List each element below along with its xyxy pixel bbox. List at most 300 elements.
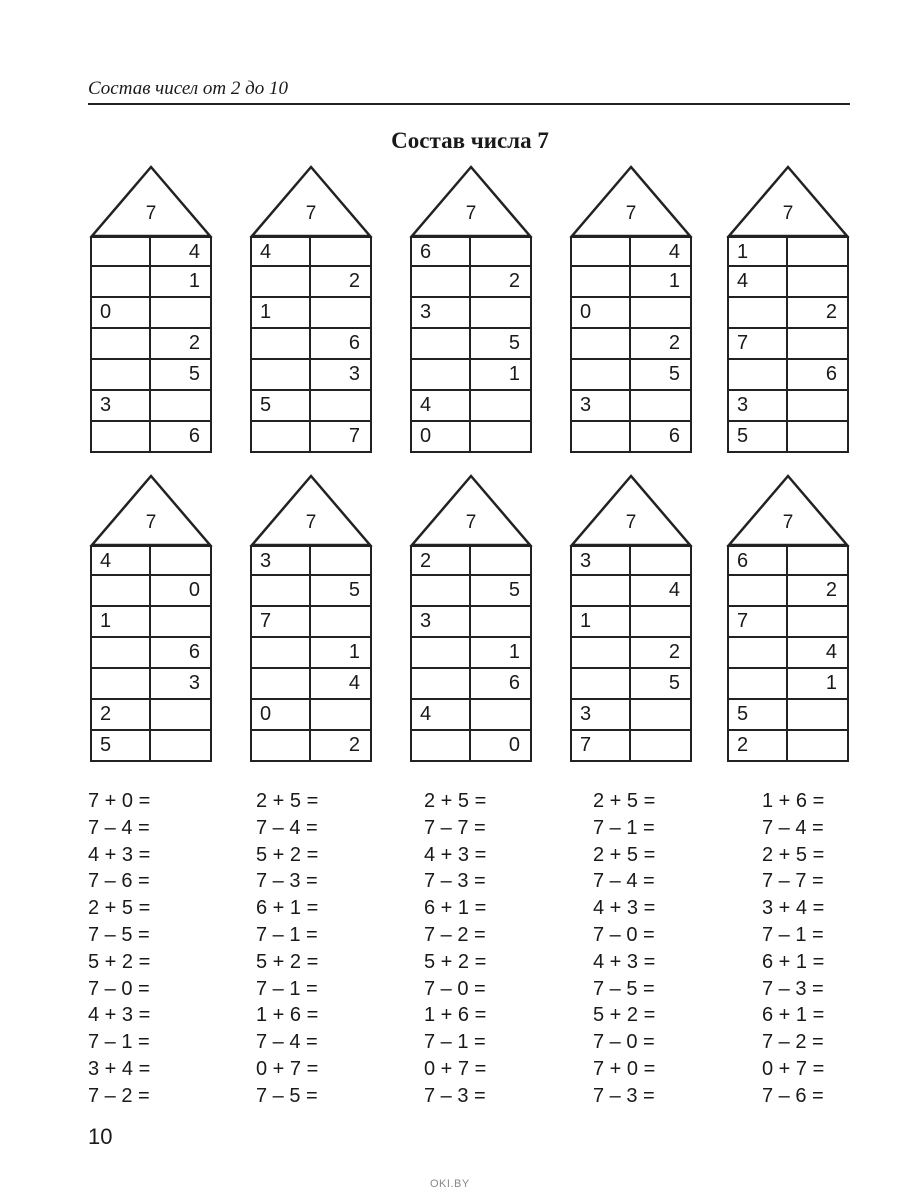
equation: 5 + 2 =	[256, 950, 319, 973]
left-cell[interactable]	[92, 238, 151, 265]
right-cell[interactable]	[311, 391, 370, 420]
right-cell[interactable]: 2	[348, 270, 360, 292]
equation: 7 – 6 =	[88, 870, 150, 893]
right-cell[interactable]: 1	[508, 641, 520, 663]
roof-number: 7	[782, 203, 794, 224]
house-row	[727, 731, 849, 762]
equation: 2 + 5 =	[762, 843, 825, 866]
right-cell[interactable]: 6	[348, 332, 360, 354]
roof-triangle	[727, 165, 849, 237]
equation: 7 – 1 =	[762, 923, 824, 946]
right-cell[interactable]: 6	[825, 363, 837, 385]
house-row	[570, 391, 692, 422]
left-cell[interactable]: 4	[412, 700, 471, 729]
left-cell[interactable]: 7	[572, 731, 631, 760]
equation: 6 + 1 =	[256, 897, 319, 920]
house-row	[250, 360, 372, 391]
equation: 5 + 2 =	[424, 950, 487, 973]
left-cell[interactable]	[252, 669, 311, 698]
house-row	[90, 731, 212, 762]
equation: 3 + 4 =	[88, 1057, 151, 1080]
house-row	[90, 638, 212, 669]
equation-column	[593, 788, 655, 1110]
roof-triangle	[90, 474, 212, 546]
right-cell[interactable]	[788, 607, 847, 636]
right-cell[interactable]	[788, 267, 847, 296]
house-row	[90, 267, 212, 298]
equation: 7 – 1 =	[256, 977, 318, 1000]
left-cell[interactable]: 4	[412, 391, 471, 420]
equation: 1 + 6 =	[256, 1004, 319, 1027]
right-cell[interactable]: 6	[668, 425, 680, 447]
left-cell[interactable]	[412, 576, 471, 605]
house-row	[90, 329, 212, 360]
house-row	[410, 267, 532, 298]
house-rows	[90, 236, 212, 453]
house-row	[250, 391, 372, 422]
house-row	[727, 607, 849, 638]
equation: 2 + 5 =	[593, 790, 656, 812]
right-cell[interactable]: 3	[348, 363, 360, 385]
roof-triangle	[727, 474, 849, 546]
equation: 7 – 0 =	[424, 977, 486, 1000]
left-cell[interactable]	[412, 638, 471, 667]
left-cell[interactable]	[729, 638, 788, 667]
equation: 7 – 5 =	[88, 923, 150, 946]
left-cell[interactable]: 6	[729, 547, 788, 574]
house-row	[90, 576, 212, 607]
left-cell[interactable]: 3	[252, 547, 311, 574]
left-cell[interactable]	[572, 669, 631, 698]
equation: 7 – 4 =	[256, 816, 318, 839]
left-cell[interactable]: 0	[92, 298, 151, 327]
right-cell[interactable]: 4	[825, 641, 837, 663]
equation: 7 – 3 =	[256, 870, 318, 893]
roof-number: 7	[305, 203, 317, 224]
house-row	[727, 638, 849, 669]
house-row	[570, 638, 692, 669]
left-cell[interactable]: 3	[572, 700, 631, 729]
roof-number: 7	[465, 203, 477, 224]
house-row	[410, 422, 532, 453]
house-row	[250, 638, 372, 669]
house-row	[410, 576, 532, 607]
equation-column	[762, 788, 824, 1110]
equation: 6 + 1 =	[762, 950, 825, 973]
equation: 4 + 3 =	[88, 1004, 151, 1027]
house-row	[727, 700, 849, 731]
right-cell[interactable]: 4	[668, 241, 680, 263]
roof-number: 7	[465, 512, 477, 533]
page-title: Состав числа 7	[391, 128, 549, 153]
equation: 1 + 6 =	[762, 790, 825, 812]
house-row	[727, 669, 849, 700]
right-cell[interactable]	[311, 298, 370, 327]
house-row	[90, 360, 212, 391]
left-cell[interactable]	[252, 422, 311, 451]
left-cell[interactable]	[252, 638, 311, 667]
right-cell[interactable]	[471, 547, 530, 574]
house-row	[250, 267, 372, 298]
left-cell[interactable]: 3	[572, 391, 631, 420]
house-row	[727, 422, 849, 453]
house-rows	[410, 236, 532, 453]
equation: 7 – 4 =	[256, 1031, 318, 1054]
right-cell[interactable]	[788, 422, 847, 451]
equation: 7 + 0 =	[593, 1057, 656, 1080]
right-cell[interactable]: 6	[188, 425, 200, 447]
right-cell[interactable]	[471, 298, 530, 327]
equation: 5 + 2 =	[256, 843, 319, 866]
right-cell[interactable]	[631, 700, 690, 729]
left-cell[interactable]: 2	[729, 731, 788, 760]
left-cell[interactable]: 2	[412, 547, 471, 574]
left-cell[interactable]	[572, 422, 631, 451]
equation: 7 – 1 =	[593, 816, 655, 839]
house-row	[410, 360, 532, 391]
left-cell[interactable]	[252, 360, 311, 389]
right-cell[interactable]	[151, 607, 210, 636]
left-cell[interactable]	[729, 360, 788, 389]
house-row	[410, 545, 532, 576]
left-cell[interactable]: 4	[92, 547, 151, 574]
house-row	[727, 236, 849, 267]
left-cell[interactable]: 0	[572, 298, 631, 327]
equation: 7 – 2 =	[88, 1084, 150, 1107]
house-rows	[250, 236, 372, 453]
house-row	[727, 391, 849, 422]
house-row	[570, 360, 692, 391]
equation: 2 + 5 =	[88, 897, 151, 920]
right-cell[interactable]: 4	[668, 579, 680, 601]
right-cell[interactable]	[311, 607, 370, 636]
right-cell[interactable]	[151, 547, 210, 574]
right-cell[interactable]	[151, 391, 210, 420]
right-cell[interactable]: 0	[188, 579, 200, 601]
right-cell[interactable]: 2	[825, 579, 837, 601]
equation: 4 + 3 =	[593, 950, 656, 973]
equation: 4 + 3 =	[424, 843, 487, 866]
equation: 2 + 5 =	[256, 790, 319, 812]
left-cell[interactable]	[92, 669, 151, 698]
roof-triangle	[250, 165, 372, 237]
house-row	[570, 329, 692, 360]
house-row	[410, 607, 532, 638]
roof-number: 7	[625, 203, 637, 224]
equation: 5 + 2 =	[88, 950, 151, 973]
right-cell[interactable]: 2	[825, 301, 837, 323]
equation: 7 – 2 =	[762, 1031, 824, 1054]
roof-triangle	[570, 165, 692, 237]
equation: 4 + 3 =	[88, 843, 151, 866]
left-cell[interactable]	[729, 298, 788, 327]
left-cell[interactable]	[92, 638, 151, 667]
left-cell[interactable]: 3	[412, 298, 471, 327]
equation: 2 + 5 =	[593, 843, 656, 866]
house-row	[410, 391, 532, 422]
right-cell[interactable]: 4	[348, 672, 360, 694]
house-row	[410, 236, 532, 267]
house-rows	[410, 545, 532, 762]
house-row	[410, 298, 532, 329]
right-cell[interactable]	[151, 731, 210, 760]
left-cell[interactable]: 1	[572, 607, 631, 636]
house-row	[90, 298, 212, 329]
left-cell[interactable]	[92, 360, 151, 389]
roof-number: 7	[782, 512, 794, 533]
right-cell[interactable]: 3	[188, 672, 200, 694]
equation: 0 + 7 =	[256, 1057, 319, 1080]
house-row	[410, 700, 532, 731]
right-cell[interactable]: 5	[668, 672, 680, 694]
left-cell[interactable]: 3	[729, 391, 788, 420]
right-cell[interactable]	[631, 391, 690, 420]
equation: 7 – 4 =	[593, 870, 655, 893]
house-row	[90, 422, 212, 453]
left-cell[interactable]: 3	[92, 391, 151, 420]
roof-triangle	[570, 474, 692, 546]
left-cell[interactable]	[252, 731, 311, 760]
equation: 7 – 3 =	[424, 870, 486, 893]
roof-triangle	[90, 165, 212, 237]
left-cell[interactable]	[252, 267, 311, 296]
house-rows	[90, 545, 212, 762]
right-cell[interactable]	[631, 547, 690, 574]
house-rows	[570, 236, 692, 453]
left-cell[interactable]: 5	[729, 422, 788, 451]
left-cell[interactable]	[92, 329, 151, 358]
house-row	[410, 329, 532, 360]
left-cell[interactable]: 5	[729, 700, 788, 729]
roof-number: 7	[625, 512, 637, 533]
right-cell[interactable]: 2	[348, 734, 360, 756]
house-row	[250, 545, 372, 576]
equation: 7 – 1 =	[256, 923, 318, 946]
equation: 7 – 3 =	[762, 977, 824, 1000]
left-cell[interactable]	[572, 576, 631, 605]
equation: 7 – 5 =	[593, 977, 655, 1000]
left-cell[interactable]: 5	[92, 731, 151, 760]
house-row	[250, 669, 372, 700]
right-cell[interactable]: 1	[348, 641, 360, 663]
equation-column	[256, 788, 318, 1110]
house-row	[250, 607, 372, 638]
house-row	[727, 360, 849, 391]
equation: 7 – 0 =	[593, 923, 655, 946]
left-cell[interactable]	[412, 329, 471, 358]
header-rule	[88, 103, 850, 105]
right-cell[interactable]	[311, 238, 370, 265]
left-cell[interactable]: 4	[252, 238, 311, 265]
left-cell[interactable]: 7	[729, 607, 788, 636]
equation: 7 – 1 =	[88, 1031, 150, 1054]
left-cell[interactable]: 5	[252, 391, 311, 420]
house-row	[727, 298, 849, 329]
running-header: Состав чисел от 2 до 10	[88, 78, 289, 99]
house-row	[570, 607, 692, 638]
house-row	[570, 298, 692, 329]
right-cell[interactable]: 0	[508, 734, 520, 756]
house-rows	[727, 545, 849, 762]
left-cell[interactable]	[729, 576, 788, 605]
left-cell[interactable]: 0	[252, 700, 311, 729]
right-cell[interactable]	[471, 422, 530, 451]
equation: 2 + 5 =	[424, 790, 487, 812]
house-row	[250, 236, 372, 267]
left-cell[interactable]	[572, 360, 631, 389]
left-cell[interactable]	[572, 329, 631, 358]
roof-triangle	[250, 474, 372, 546]
right-cell[interactable]	[471, 700, 530, 729]
right-cell[interactable]: 2	[668, 641, 680, 663]
house-row	[250, 731, 372, 762]
right-cell[interactable]: 4	[188, 241, 200, 263]
equation: 3 + 4 =	[762, 897, 825, 920]
page-number: 10	[88, 1124, 113, 1149]
right-cell[interactable]: 5	[348, 579, 360, 601]
right-cell[interactable]	[151, 700, 210, 729]
right-cell[interactable]	[631, 298, 690, 327]
equation: 7 – 5 =	[256, 1084, 318, 1107]
house-row	[570, 422, 692, 453]
house-row	[250, 576, 372, 607]
right-cell[interactable]: 1	[825, 672, 837, 694]
equation: 6 + 1 =	[762, 1004, 825, 1027]
roof-number: 7	[305, 512, 317, 533]
left-cell[interactable]: 3	[572, 547, 631, 574]
roof-number: 7	[145, 203, 157, 224]
house-rows	[727, 236, 849, 453]
house-row	[410, 669, 532, 700]
right-cell[interactable]: 6	[508, 672, 520, 694]
right-cell[interactable]: 1	[508, 363, 520, 385]
left-cell[interactable]: 2	[92, 700, 151, 729]
house-row	[570, 236, 692, 267]
house-row	[727, 545, 849, 576]
house-row	[570, 267, 692, 298]
house-row	[410, 638, 532, 669]
left-cell[interactable]	[572, 267, 631, 296]
left-cell[interactable]	[412, 360, 471, 389]
right-cell[interactable]	[788, 700, 847, 729]
right-cell[interactable]: 2	[508, 270, 520, 292]
equation: 7 – 4 =	[88, 816, 150, 839]
left-cell[interactable]: 6	[412, 238, 471, 265]
right-cell[interactable]: 1	[188, 270, 200, 292]
left-cell[interactable]	[92, 422, 151, 451]
right-cell[interactable]	[788, 547, 847, 574]
equation: 7 + 0 =	[88, 790, 151, 812]
equation: 0 + 7 =	[762, 1057, 825, 1080]
right-cell[interactable]	[788, 329, 847, 358]
right-cell[interactable]: 7	[348, 425, 360, 447]
equation: 5 + 2 =	[593, 1004, 656, 1027]
equation: 6 + 1 =	[424, 897, 487, 920]
right-cell[interactable]: 6	[188, 641, 200, 663]
house-row	[410, 731, 532, 762]
left-cell[interactable]: 3	[412, 607, 471, 636]
left-cell[interactable]	[92, 267, 151, 296]
left-cell[interactable]	[92, 576, 151, 605]
equation: 1 + 6 =	[424, 1004, 487, 1027]
house-row	[727, 576, 849, 607]
right-cell[interactable]: 1	[668, 270, 680, 292]
left-cell[interactable]: 1	[92, 607, 151, 636]
house-row	[570, 545, 692, 576]
left-cell[interactable]: 1	[729, 238, 788, 265]
house-row	[90, 607, 212, 638]
right-cell[interactable]	[788, 238, 847, 265]
house-row	[727, 267, 849, 298]
left-cell[interactable]: 7	[252, 607, 311, 636]
roof-triangle	[410, 474, 532, 546]
equation: 7 – 3 =	[593, 1084, 655, 1107]
left-cell[interactable]	[412, 267, 471, 296]
right-cell[interactable]	[471, 607, 530, 636]
right-cell[interactable]	[788, 731, 847, 760]
roof-number: 7	[145, 512, 157, 533]
right-cell[interactable]	[311, 700, 370, 729]
left-cell[interactable]: 0	[412, 422, 471, 451]
right-cell[interactable]	[311, 547, 370, 574]
house-row	[250, 700, 372, 731]
house-row	[90, 391, 212, 422]
right-cell[interactable]: 2	[188, 332, 200, 354]
equation: 7 – 0 =	[88, 977, 150, 1000]
house-row	[250, 329, 372, 360]
left-cell[interactable]: 4	[729, 267, 788, 296]
house-rows	[250, 545, 372, 762]
house-row	[90, 545, 212, 576]
left-cell[interactable]	[412, 731, 471, 760]
equation: 7 – 7 =	[424, 816, 486, 839]
house-row	[727, 329, 849, 360]
right-cell[interactable]: 2	[668, 332, 680, 354]
left-cell[interactable]: 7	[729, 329, 788, 358]
equation: 7 – 4 =	[762, 816, 824, 839]
left-cell[interactable]	[412, 669, 471, 698]
right-cell[interactable]	[151, 298, 210, 327]
house-row	[250, 422, 372, 453]
left-cell[interactable]	[729, 669, 788, 698]
right-cell[interactable]: 5	[188, 363, 200, 385]
right-cell[interactable]	[471, 391, 530, 420]
house-row	[90, 236, 212, 267]
house-row	[570, 700, 692, 731]
right-cell[interactable]: 5	[668, 363, 680, 385]
house-row	[570, 669, 692, 700]
right-cell[interactable]	[631, 607, 690, 636]
right-cell[interactable]	[471, 238, 530, 265]
right-cell[interactable]: 5	[508, 579, 520, 601]
equation: 7 – 7 =	[762, 870, 824, 893]
equation: 4 + 3 =	[593, 897, 656, 920]
equation: 7 – 6 =	[762, 1084, 824, 1107]
right-cell[interactable]: 5	[508, 332, 520, 354]
equation: 7 – 1 =	[424, 1031, 486, 1054]
left-cell[interactable]	[572, 638, 631, 667]
right-cell[interactable]	[788, 391, 847, 420]
left-cell[interactable]	[252, 576, 311, 605]
house-rows	[570, 545, 692, 762]
left-cell[interactable]: 1	[252, 298, 311, 327]
equation: 7 – 2 =	[424, 923, 486, 946]
house-row	[90, 669, 212, 700]
right-cell[interactable]	[631, 731, 690, 760]
house-row	[570, 576, 692, 607]
left-cell[interactable]	[572, 238, 631, 265]
left-cell[interactable]	[252, 329, 311, 358]
